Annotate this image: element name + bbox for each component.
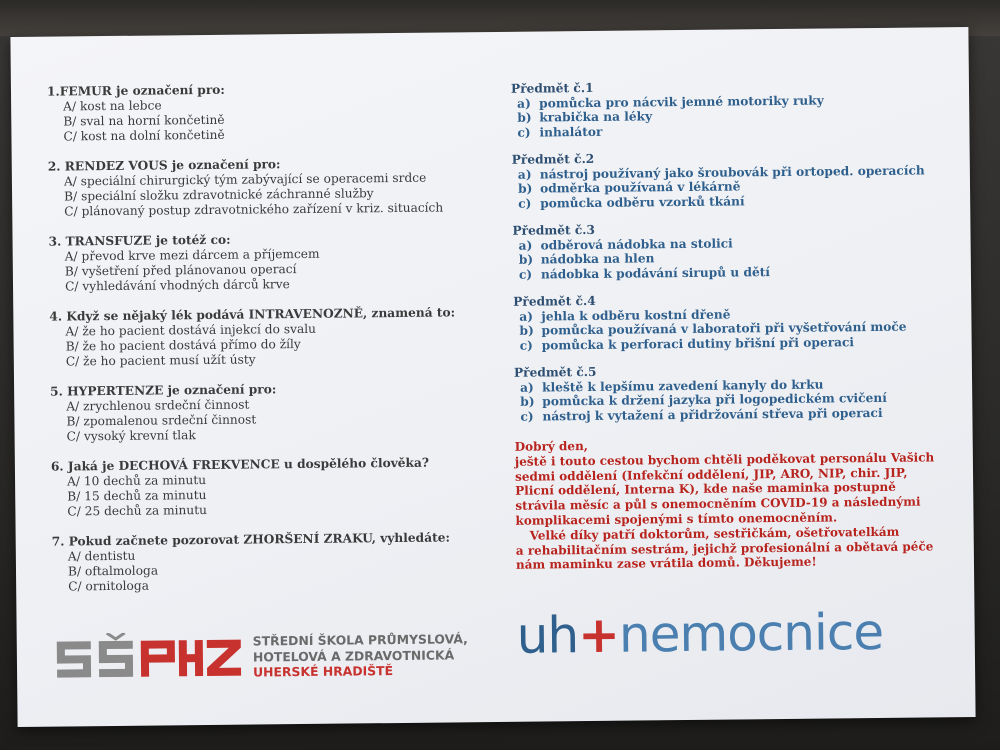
paper-sheet bbox=[10, 27, 975, 727]
option-letter: c) bbox=[518, 196, 532, 211]
item-title: Předmět č.5 bbox=[513, 364, 597, 380]
answer-option: C/ kost na dolní končetině bbox=[63, 127, 225, 144]
question-6 bbox=[51, 455, 492, 520]
option-letter: a) bbox=[517, 96, 531, 111]
answer-option: C/ plánovaný postup zdravotnického zařízení v kriz. situacích bbox=[64, 200, 444, 219]
answer-option: C/ vysoký krevní tlak bbox=[66, 428, 196, 444]
option-letter: c) bbox=[518, 267, 533, 282]
option-text: pomůcka k perforaci dutiny břišní při operaci bbox=[541, 334, 855, 352]
item-option bbox=[514, 405, 944, 424]
question-title: 3. TRANSFUZE je totéž co: bbox=[48, 232, 231, 249]
option-letter: c) bbox=[519, 338, 533, 353]
option-text: inhalátor bbox=[539, 124, 603, 139]
thanks-line: nám maminku zase vrátila domů. Děkujeme! bbox=[515, 554, 817, 573]
option-text: kleště k lepšímu zavedení kanyly do krku bbox=[542, 377, 824, 394]
school-name-line: STŘEDNÍ ŠKOLA PRŮMYSLOVÁ, bbox=[252, 631, 468, 649]
option-text: krabička na léky bbox=[539, 109, 653, 125]
thanks-line: Velké díky patří doktorům, sestřičkám, ošetřovatelkám bbox=[529, 524, 900, 543]
answer-option: A/ že ho pacient dostává injekcí do svalu bbox=[65, 321, 317, 339]
question-4 bbox=[49, 305, 490, 370]
option-letter: b) bbox=[517, 181, 533, 196]
item-2 bbox=[512, 148, 943, 210]
school-name-line: HOTELOVÁ A ZDRAVOTNICKÁ bbox=[252, 646, 455, 665]
option-text: odměrka používaná v lékárně bbox=[539, 179, 741, 196]
answer-option: A/ 10 dechů za minutu bbox=[66, 473, 207, 489]
option-letter: a) bbox=[518, 238, 533, 253]
item-title: Předmět č.1 bbox=[510, 80, 594, 96]
thanks-line: Dobrý den, bbox=[514, 439, 589, 454]
option-letter: b) bbox=[517, 110, 532, 125]
item-4 bbox=[513, 290, 944, 352]
school-logo bbox=[53, 627, 474, 691]
answer-option: A/ speciální chirurgický tým zabývající se operacemi srdce bbox=[63, 170, 427, 189]
option-text: nádobka na hlen bbox=[540, 251, 655, 267]
answer-option: C/ ornitologa bbox=[68, 578, 150, 594]
question-title: 2. RENDEZ VOUS je označení pro: bbox=[47, 157, 281, 174]
question-2 bbox=[48, 155, 489, 220]
option-text: odběrová nádobka na stolici bbox=[540, 235, 733, 252]
option-letter: b) bbox=[519, 323, 534, 338]
quiz-questions bbox=[47, 80, 492, 610]
thank-you-note bbox=[515, 435, 946, 573]
hospital-logo-text bbox=[516, 603, 883, 665]
item-option bbox=[511, 121, 941, 140]
thanks-line: Plicní oddělení, Interna K), kde naše maminka postupně bbox=[515, 480, 896, 499]
option-letter: b) bbox=[520, 394, 535, 409]
option-letter: a) bbox=[517, 167, 532, 182]
item-title: Předmět č.4 bbox=[513, 293, 596, 309]
question-title: 7. Pokud začnete pozorovat ZHORŠENÍ ZRAKU, vyhledáte: bbox=[51, 530, 451, 549]
item-1 bbox=[511, 77, 942, 139]
answer-option: A/ převod krve mezi dárcem a příjemcem bbox=[64, 246, 320, 264]
thanks-line: komplikacemi spojenými s tímto onemocněním. bbox=[515, 510, 838, 528]
logo-plus: + bbox=[577, 605, 620, 665]
option-text: nástroj používaný jako šroubovák při ortoped. operacích bbox=[539, 162, 925, 181]
hospital-logo bbox=[516, 603, 883, 687]
thanks-line: sedmi oddělení (Infekční oddělení, JIP, ARO, NIP, chir. JIP, bbox=[514, 465, 908, 484]
option-text: jehla k odběru kostní dřeně bbox=[541, 307, 731, 323]
question-3 bbox=[48, 230, 489, 295]
answer-option: C/ že ho pacient musí užít ústy bbox=[65, 352, 256, 369]
thanks-line: ještě i touto cestou bychom chtěli poděkovat personálu Vašich bbox=[514, 450, 935, 469]
item-option bbox=[512, 192, 942, 211]
item-title: Předmět č.2 bbox=[511, 151, 595, 167]
item-option bbox=[514, 334, 944, 353]
question-1 bbox=[47, 80, 488, 145]
answer-option: B/ že ho pacient dostává přímo do žíly bbox=[65, 337, 301, 354]
option-text: nástroj k vytažení a přidržování střeva při operaci bbox=[542, 405, 883, 423]
option-letter: a) bbox=[519, 309, 534, 324]
answer-option: A/ kost na lebce bbox=[63, 98, 162, 114]
answer-option: B/ sval na horní končetině bbox=[63, 112, 225, 129]
answer-option: B/ oftalmologa bbox=[67, 563, 159, 579]
item-3 bbox=[512, 219, 943, 281]
logo-nemocnice: nemocnice bbox=[618, 602, 884, 664]
item-option bbox=[513, 263, 943, 282]
answer-option: C/ 25 dechů za minutu bbox=[67, 503, 208, 519]
answer-option: B/ 15 dechů za minutu bbox=[67, 488, 207, 504]
item-title: Předmět č.3 bbox=[512, 222, 596, 238]
option-letter: c) bbox=[520, 409, 534, 424]
answer-option: B/ zpomalenou srdeční činnost bbox=[66, 412, 257, 429]
question-title: 1.FEMUR je označení pro: bbox=[46, 82, 225, 99]
school-name-line: UHERSKÉ HRADIŠTĚ bbox=[252, 663, 394, 680]
logo-uh: uh bbox=[516, 606, 579, 665]
answer-option: A/ dentistu bbox=[67, 548, 136, 564]
option-text: nádobka k podávání sirupů u dětí bbox=[540, 264, 771, 281]
thanks-line: strávila měsíc a půl s onemocněním COVID-19 a následnými bbox=[515, 494, 921, 513]
question-7 bbox=[52, 530, 493, 595]
option-letter: a) bbox=[520, 380, 534, 395]
option-text: pomůcka k držení jazyka při logopedickém cvičení bbox=[542, 390, 887, 409]
thanks-line: a rehabilitačním sestrám, jejichž profesionální a obětavá péče bbox=[515, 538, 934, 558]
answer-option: A/ zrychlenou srdeční činnost bbox=[66, 397, 250, 414]
option-letter: b) bbox=[518, 252, 534, 267]
item-5 bbox=[514, 361, 945, 423]
item-descriptions bbox=[511, 77, 946, 573]
option-letter: c) bbox=[517, 125, 531, 140]
answer-option: B/ vyšetření před plánovanou operací bbox=[64, 262, 297, 279]
option-text: pomůcka pro nácvik jemné motoriky ruky bbox=[539, 93, 824, 111]
question-title: 4. Když se nějaký lék podává INTRAVENOZNĚ, znamená to: bbox=[49, 305, 456, 324]
question-5 bbox=[50, 380, 491, 445]
school-name bbox=[253, 631, 469, 680]
option-text: pomůcka odběru vzorků tkání bbox=[540, 193, 745, 210]
answer-option: C/ vyhledávání vhodných dárců krve bbox=[64, 277, 290, 294]
answer-option: B/ speciální složku zdravotnické záchranné služby bbox=[64, 186, 374, 204]
question-title: 6. Jaká je DECHOVÁ FREKVENCE u dospělého člověka? bbox=[50, 455, 430, 474]
question-title: 5. HYPERTENZE je označení pro: bbox=[50, 382, 277, 399]
option-text: pomůcka používaná v laboratoři při vyšetřování moče bbox=[541, 319, 907, 338]
sspz-logo-mark bbox=[53, 632, 244, 686]
